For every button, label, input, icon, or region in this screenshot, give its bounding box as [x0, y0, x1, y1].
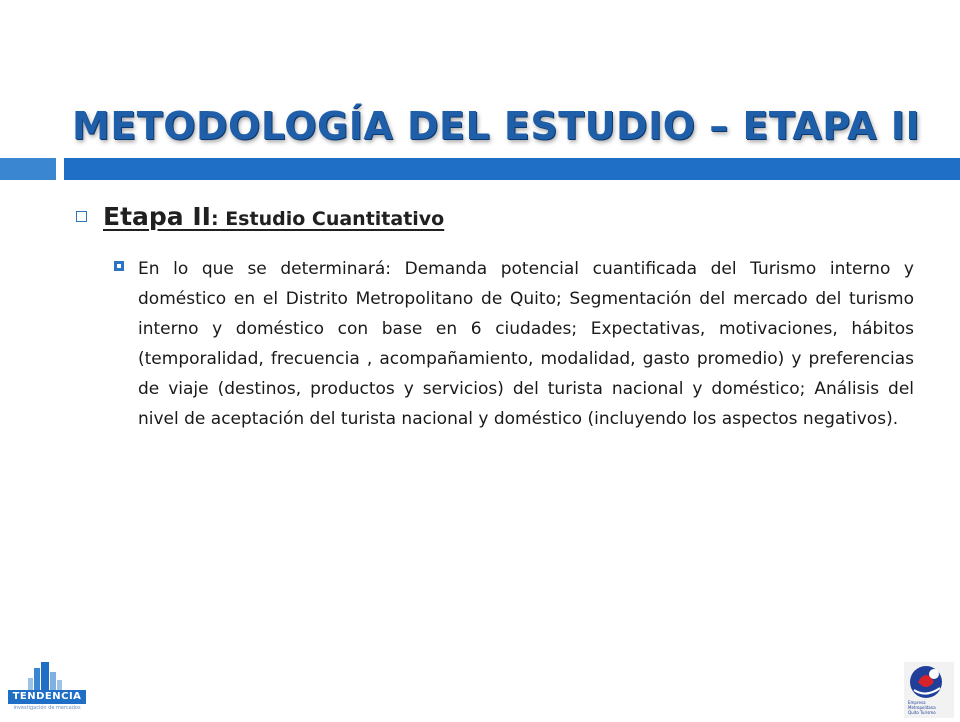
- heading-text: [103, 202, 444, 231]
- quito-logo-line1: Empresa: [908, 700, 926, 705]
- hollow-square-bullet-icon: [76, 211, 87, 222]
- accent-bar-left: [0, 158, 56, 180]
- square-bullet-icon: [114, 261, 124, 271]
- quito-logo-line2: Metropolitana: [908, 705, 936, 710]
- heading-sub: : Estudio Cuantitativo: [210, 208, 445, 230]
- quito-turismo-logo: [904, 662, 954, 718]
- accent-bar-right: [64, 158, 960, 180]
- heading-main: Etapa II: [103, 202, 211, 231]
- sub-bullet: [114, 254, 914, 434]
- section-heading: [76, 202, 444, 231]
- slide-title: METODOLOGÍA DEL ESTUDIO – ETAPA II: [72, 104, 921, 148]
- tendencia-logo-name: TENDENCIA: [8, 690, 86, 704]
- tendencia-logo: [6, 662, 88, 716]
- quito-turismo-emblem-icon: [904, 662, 954, 718]
- quito-logo-line3: Quito Turismo: [908, 710, 936, 715]
- tendencia-logo-tagline: investigación de mercados: [13, 705, 81, 711]
- building-icon: [6, 662, 88, 690]
- body-paragraph: En lo que se determinará: Demanda potencial cuantificada del Turismo interno y doméstico en el Distrito Metropolitano de Quito; Segmentación del mercado del turismo interno y doméstico con base en 6 ciudades; Expectativas, motivaciones, hábitos (temporalidad, frecuencia , acompañamiento, modalidad, gasto promedio) y preferencias de viaje (destinos, productos y servicios) del turista nacional y doméstico; Análisis del nivel de aceptación del turista nacional y doméstico (incluyendo los aspectos negativos).: [138, 259, 914, 429]
